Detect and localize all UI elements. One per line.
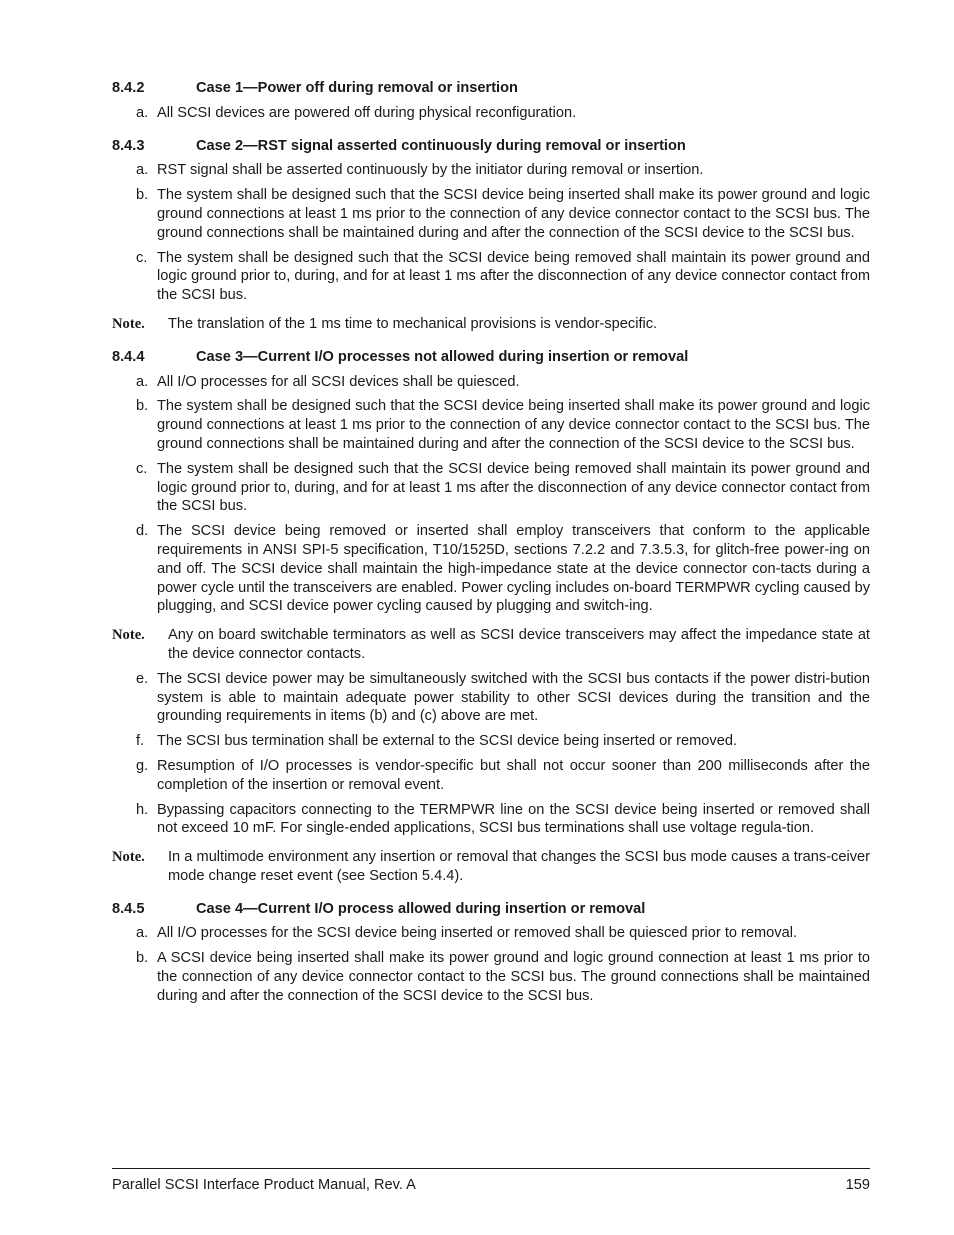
section [112, 900, 870, 1006]
list-item [112, 801, 870, 839]
note-text: The translation of the 1 ms time to mechanical provisions is vendor-specific. [168, 315, 658, 332]
list-item-letter: b. [136, 398, 149, 415]
list-item-letter: d. [136, 523, 149, 540]
section-title: Case 4—Current I/O process allowed during insertion or removal [196, 900, 646, 917]
note-text: Any on board switchable terminators as well as SCSI device transceivers may affect the impedance state at the device connector contacts. [168, 627, 870, 662]
list-item-text: The system shall be designed such that the SCSI device being inserted shall make its power ground and logic ground connections at least 1 ms prior to the connection of any device connector contact to the SCSI bus. The ground connections shall be maintained during and after the connection of the SCSI device to the SCSI bus. [157, 398, 870, 452]
section-number: 8.4.3 [112, 137, 145, 154]
document-body [112, 79, 870, 1012]
footer-title: Parallel SCSI Interface Product Manual, Rev. A [112, 1177, 416, 1193]
section-number: 8.4.4 [112, 348, 145, 365]
note-text: In a multimode environment any insertion or removal that changes the SCSI bus mode causes a trans-ceiver mode change reset event (see Section 5.4.4). [168, 849, 870, 884]
list-item [112, 161, 870, 180]
list-item-text: All I/O processes for all SCSI devices shall be quiesced. [157, 373, 520, 390]
section-number: 8.4.5 [112, 900, 145, 917]
list-item-letter: a. [136, 925, 149, 942]
list-item-text: The system shall be designed such that the SCSI device being inserted shall make its power ground and logic ground connections at least 1 ms prior to the connection of any device connector contact to the SCSI bus. The ground connections shall be maintained during and after the connection of the SCSI device to the SCSI bus. [157, 187, 870, 241]
list-item-text: The system shall be designed such that the SCSI device being removed shall maintain its power ground and logic ground prior to, during, and for at least 1 ms after the disconnection of any device connector contact from the SCSI bus. [157, 249, 870, 304]
list-item [112, 670, 870, 726]
list-item-letter: a. [136, 373, 149, 390]
list-item-text: The SCSI device power may be simultaneously switched with the SCSI bus contacts if the power distri-bution system is able to maintain adequate power stability to other SCSI devices during the transition and the grounding requirements in items (b) and (c) above are met. [157, 670, 870, 725]
list-item-letter: b. [136, 187, 149, 204]
list-item [112, 732, 870, 751]
list-item-text: Resumption of I/O processes is vendor-specific but shall not occur sooner than 200 milliseconds after the completion of the insertion or removal event. [157, 757, 870, 793]
list-item [112, 186, 870, 242]
section [112, 79, 870, 123]
list-item [112, 373, 870, 392]
section-heading [112, 900, 870, 919]
list-item-letter: h. [136, 801, 149, 818]
list-item-text: The SCSI bus termination shall be external to the SCSI device being inserted or removed. [157, 733, 738, 750]
section-heading [112, 348, 870, 367]
section-title: Case 3—Current I/O processes not allowed during insertion or removal [196, 348, 689, 365]
note-label: Note. [112, 315, 145, 332]
list-item-letter: a. [136, 104, 149, 121]
list-item-letter: c. [136, 460, 148, 477]
list-item [112, 397, 870, 453]
section-title: Case 2—RST signal asserted continuously during removal or insertion [196, 137, 686, 154]
list-item-letter: a. [136, 162, 149, 179]
list-item-letter: g. [136, 757, 149, 774]
list-item [112, 949, 870, 1005]
list-item [112, 104, 870, 123]
list-item [112, 757, 870, 795]
footer-divider [112, 1168, 870, 1169]
list-item-text: Bypassing capacitors connecting to the TERMPWR line on the SCSI device being inserted or removed shall not exceed 10 mF. For single-ended applications, SCSI bus terminations shall use voltage regula-tion. [157, 801, 870, 837]
page-number: 159 [845, 1177, 870, 1193]
list-item-text: All I/O processes for the SCSI device being inserted or removed shall be quiesced prior to removal. [157, 925, 798, 942]
list-item-text: RST signal shall be asserted continuously by the initiator during removal or insertion. [157, 162, 704, 179]
section-heading [112, 137, 870, 156]
list-item-letter: b. [136, 950, 149, 967]
list-item-letter: c. [136, 249, 148, 266]
note [112, 626, 870, 664]
list-item-letter: f. [136, 733, 145, 750]
list-item [112, 522, 870, 616]
section-heading [112, 79, 870, 98]
list-item [112, 460, 870, 516]
list-item [112, 924, 870, 943]
list-item-text: The system shall be designed such that the SCSI device being removed shall maintain its power ground and logic ground prior to, during, and for at least 1 ms after the disconnection of any device connector contact from the SCSI bus. [157, 460, 870, 515]
list-item-text: A SCSI device being inserted shall make its power ground and logic ground connection at least 1 ms prior to the connection of any device connector contact to the SCSI bus. The ground connections shall be maintained during and after the connection of the SCSI device to the SCSI bus. [157, 950, 870, 1004]
list-item [112, 249, 870, 305]
note-label: Note. [112, 849, 145, 866]
section-number: 8.4.2 [112, 80, 145, 96]
list-item-text: The SCSI device being removed or inserted shall employ transceivers that conform to the applicable requirements in ANSI SPI-5 specification, T10/1525D, sections 7.2.2 and 7.3.5.3, for glitch-free power-ing on and off. The SCSI device shall maintain the high-impedance state at the device connector con-tacts during a power cycle until the transceivers are enabled. Power cycling includes on-board TERMPWR cycling caused by plugging, and SCSI device power cycling caused by plugging and switch-ing. [157, 523, 870, 615]
section [112, 137, 870, 334]
section [112, 348, 870, 886]
note-label: Note. [112, 627, 145, 644]
list-item-letter: e. [136, 670, 149, 687]
note [112, 315, 870, 334]
note [112, 848, 870, 886]
section-title: Case 1—Power off during removal or insertion [196, 80, 518, 96]
list-item-text: All SCSI devices are powered off during physical reconfiguration. [157, 104, 577, 121]
